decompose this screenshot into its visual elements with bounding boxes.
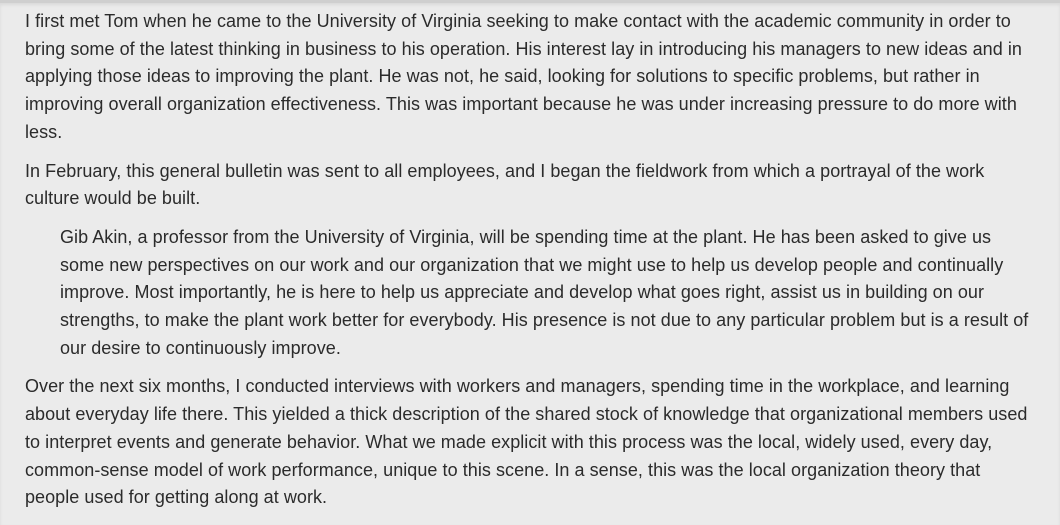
paragraph-bulletin-intro: In February, this general bulletin was sent to all employees, and I began the fieldwork from which a portrayal of the work culture would be built. [25,160,985,209]
bulletin-quote [60,224,1035,363]
bulletin-quote-text: Gib Akin, a professor from the University of Virginia, will be spending time at the plant. He has been asked to give us some new perspectives on our work and our organization that we might use to help us develop people and continually improve. Most importantly, he is here to help us appreciate and develop what goes right, assist us in building on our strengths, to make the plant work better for everybody. His presence is not due to any particular problem but is a result of our desire to continuously improve. [60,226,1029,358]
paragraph-fieldwork: Over the next six months, I conducted interviews with workers and managers, spending time in the workplace, and learning about everyday life there. This yielded a thick description of the shared stock of knowledge that organizational members used to interpret events and generate behavior. What we made explicit with this process was the local, widely used, every day, common-sense model of work performance, unique to this scene. In a sense, this was the local organization theory that people used for getting along at work. [25,376,1028,508]
paragraph-intro: I first met Tom when he came to the University of Virginia seeking to make contact with the academic community in order to bring some of the latest thinking in business to his operation. His interest lay in introducing his managers to new ideas and in applying those ideas to improving the plant. He was not, he said, looking for solutions to specific problems, but rather in improving overall organization effectiveness. This was important because he was under increasing pressure to do more with less. [25,11,1022,142]
document-body [25,8,1035,523]
